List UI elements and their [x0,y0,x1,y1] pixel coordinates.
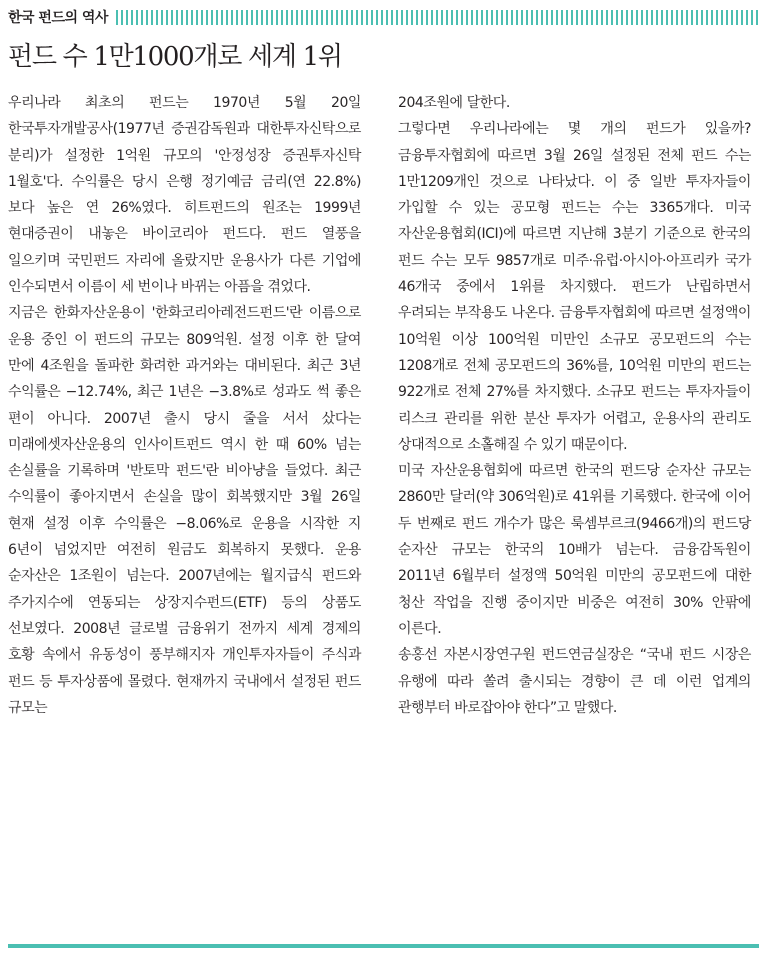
article-headline: 펀드 수 1만1000개로 세계 1위 [8,42,342,72]
paragraph: 우리나라 최초의 펀드는 1970년 5월 20일 한국투자개발공사(1977년 증권감독원과 대한투자신탁으로 분리)가 설정한 1억원 규모의 '안정성장 증권투자신탁 1월호'다. 수익률은 당시 은행 정기예금 금리(연 22.8%)보다 높은 연 26%였다. 히트펀드의 원조는 1999년 현대증권이 내놓은 바이코리아 펀드다. 펀드 열풍을 일으키며 국민펀드 자리에 올랐지만 운용사가 다른 기업에 인수되면서 이름이 세 번이나 바뀌는 아픔을 겪었다. [8,95,361,296]
paragraph: 204조원에 달한다. [398,95,510,111]
bottom-rule [8,944,759,948]
paragraph: 그렇다면 우리나라에는 몇 개의 펀드가 있을까? 금융투자협회에 따르면 3월 26일 설정된 전체 펀드 수는 1만1209개인 것으로 나타났다. 이 중 일반 투자자들이 가입할 수 있는 공모형 펀드는 수는 3365개다. 미국 자산운용협회(ICI)에 따르면 지난해 3분기 기준으로 한국의 펀드 수는 모두 9857개로 미주·유럽·아시아·아프리카 국가 46개국 중에서 1위를 차지했다. 펀드가 난립하면서 우려되는 부작용도 나온다. 금융투자협회에 따르면 설정액이 10억원 이상 100억원 미만인 소규모 공모펀드의 수는 1208개로 전체 공모펀드의 36%를, 10억원 미만의 펀드는 922개로 전체 27%를 차지했다. 소규모 펀드는 투자자들이 리스크 관리를 위한 분산 투자가 어렵고, 운용사의 관리도 상대적으로 소홀해질 수 있기 때문이다. [398,121,751,453]
right-column [398,90,751,721]
header-stripe-decoration [116,10,759,25]
paragraph: 미국 자산운용협회에 따르면 한국의 펀드당 순자산 규모는 2860만 달러(약 306억원)로 41위를 기록했다. 한국에 이어 두 번째로 펀드 개수가 많은 룩셈부르크(9466개)의 펀드당 순자산 규모는 한국의 10배가 넘는다. 금융감독원이 2011년 6월부터 설정액 50억원 미만의 공모펀드에 대한 청산 작업을 진행 중이지만 비중은 여전히 30% 안팎에 이른다. [398,463,751,637]
paragraph: 송홍선 자본시장연구원 펀드연금실장은 “국내 펀드 시장은 유행에 따라 쏠려 출시되는 경향이 큰 데 이런 업계의 관행부터 바로잡아야 한다”고 말했다. [398,647,751,716]
paragraph: 지금은 한화자산운용이 '한화코리아레전드펀드'란 이름으로 운용 중인 이 펀드의 규모는 809억원. 설정 이후 한 달여 만에 4조원을 돌파한 화려한 과거와는 대비된다. 최근 3년 수익률은 −12.74%, 최근 1년은 −3.8%로 성과도 썩 좋은 편이 아니다. 2007년 출시 당시 줄을 서서 샀다는 미래에셋자산운용의 인사이트펀드 역시 한 때 60% 넘는 손실률을 기록하며 '반토막 펀드'란 비아냥을 들었다. 최근 수익률이 좋아지면서 손실을 많이 회복했지만 3월 26일 현재 설정 이후 수익률은 −8.06%로 운용을 시작한 지 6년이 넘었지만 여전히 원금도 회복하지 못했다. 운용 순자산은 1조원이 넘는다. 2007년에는 월지급식 펀드와 주가지수에 연동되는 상장지수펀드(ETF) 등의 상품도 선보였다. 2008년 글로벌 금융위기 전까지 세계 경제의 호황 속에서 유동성이 풍부해지자 개인투자자들이 주식과 펀드 등 투자상품에 몰렸다. 현재까지 국내에서 설정된 펀드 규모는 [8,305,361,716]
left-column [8,90,361,721]
section-header [8,6,759,28]
section-label: 한국 펀드의 역사 [8,10,108,26]
